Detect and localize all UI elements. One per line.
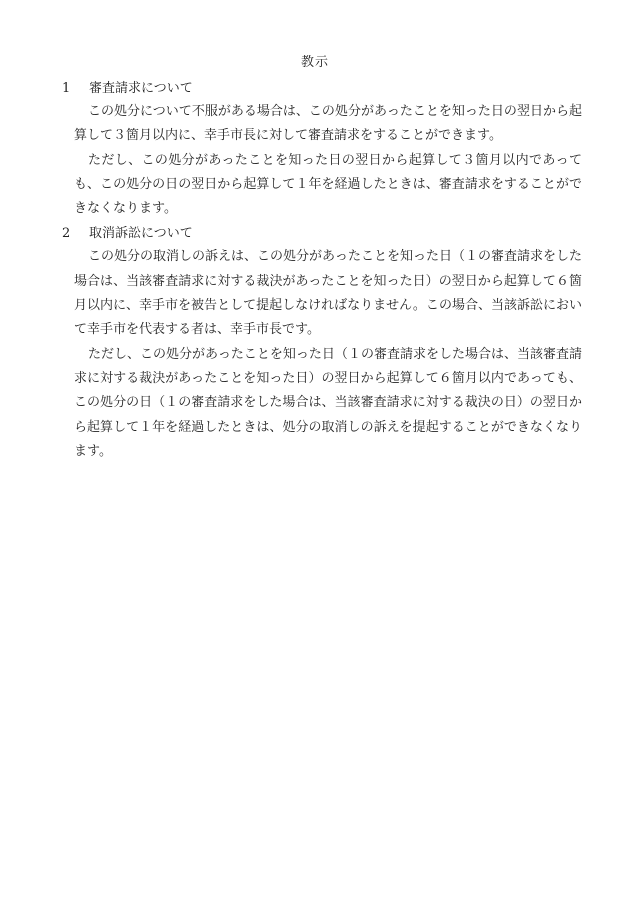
paragraph: ただし、この処分があったことを知った日の翌日から起算して３箇月以内であっても、この処分の日の翌日から起算して１年を経過したときは、審査請求をすることができなくなります。 <box>74 152 582 217</box>
section-appeal <box>62 80 582 221</box>
paragraph: この処分の取消しの訴えは、この処分があったことを知った日（１の審査請求をした場合は、当該審査請求に対する裁決があったことを知った日）の翌日から起算して６箇月以内に、幸手市を被告として提起しなければなりません。この場合、当該訴訟において幸手市を代表する者は、幸手市長です。 <box>74 249 582 338</box>
document-body <box>62 80 582 464</box>
document-title: 教示 <box>300 55 329 70</box>
section-revocation-suit <box>62 225 582 464</box>
section-number: 1 <box>62 81 71 96</box>
section-title: 取消訴訟について <box>89 226 193 242</box>
section-heading <box>62 80 582 100</box>
section-number: 2 <box>62 226 71 242</box>
section-title: 審査請求について <box>89 81 193 96</box>
paragraph: この処分について不服がある場合は、この処分があったことを知った日の翌日から起算して３箇月以内に、幸手市長に対して審査請求をすることができます。 <box>74 104 582 144</box>
section-heading <box>62 225 582 245</box>
paragraph: ただし、この処分があったことを知った日（１の審査請求をした場合は、当該審査請求に対する裁決があったことを知った日）の翌日から起算して６箇月以内であっても、この処分の日（１の審査請求をした場合は、当該審査請求に対する裁決の日）の翌日から起算して１年を経過したときは、処分の取消しの訴えを提起することができなくなります。 <box>74 346 582 459</box>
